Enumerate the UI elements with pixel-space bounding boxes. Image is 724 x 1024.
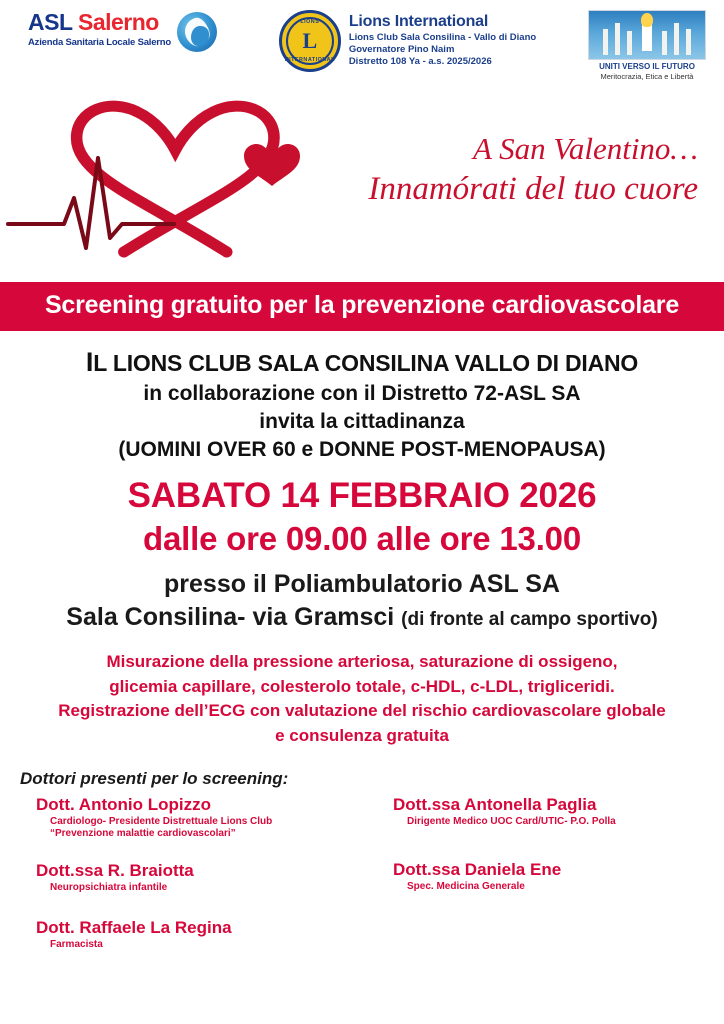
doctor-role bbox=[393, 816, 706, 829]
venue-line1: presso il Poliambulatorio ASL SA bbox=[164, 570, 560, 598]
flame-icon bbox=[641, 13, 653, 27]
screening-banner bbox=[0, 282, 724, 331]
doctor-entry bbox=[36, 918, 371, 952]
uniti-verso-il-futuro-logo bbox=[588, 10, 710, 81]
doctor-role-line1: Neuropsichiatra infantile bbox=[50, 881, 168, 893]
hero-section bbox=[0, 92, 724, 282]
doctor-role-line1: Farmacista bbox=[50, 939, 103, 951]
doctor-name: Dott. Antonio Lopizzo bbox=[36, 794, 211, 814]
doctor-entry bbox=[393, 860, 706, 894]
monument-column bbox=[627, 31, 632, 55]
asl-salerno-logo bbox=[14, 10, 217, 52]
lions-club-name: Lions Club Sala Consilina - Vallo di Diano bbox=[348, 32, 537, 43]
doctor-role bbox=[36, 816, 371, 841]
doctor-name: Dott.ssa Daniela Ene bbox=[393, 860, 562, 880]
doctor-role-line1: Cardiologo- Presidente Distrettuale Lions Club bbox=[50, 815, 273, 827]
doctors-column-left bbox=[36, 795, 371, 954]
doctor-role bbox=[393, 881, 706, 894]
monument-column bbox=[603, 29, 608, 55]
doctor-role-line1: Spec. Medicina Generale bbox=[407, 881, 525, 893]
services-line1: Misurazione della pressione arteriosa, saturazione di ossigeno, bbox=[106, 652, 618, 671]
poster-body bbox=[0, 331, 724, 749]
venue-line2 bbox=[18, 603, 706, 632]
monument-column bbox=[674, 23, 679, 55]
lions-title: Lions International bbox=[348, 13, 489, 30]
ecg-heart-graphic bbox=[4, 98, 394, 268]
invitation-line: invita la cittadinanza bbox=[259, 410, 465, 433]
venue-note: (di fronte al campo sportivo) bbox=[401, 609, 658, 630]
asl-logo-title bbox=[28, 10, 171, 34]
asl-swirl-icon bbox=[177, 12, 217, 52]
monument-column bbox=[662, 31, 667, 55]
doctor-role bbox=[36, 882, 371, 895]
doctors-grid bbox=[0, 795, 724, 954]
future-caption-sub: Meritocrazia, Etica e Libertà bbox=[600, 72, 694, 81]
lions-emblem-icon bbox=[279, 10, 341, 72]
lions-district: Distretto 108 Ya - a.s. 2025/2026 bbox=[348, 55, 492, 67]
doctor-name: Dott.ssa R. Braiotta bbox=[36, 860, 194, 880]
lions-emblem-bottom-word: INTERNATIONAL bbox=[284, 57, 335, 63]
services-list bbox=[18, 650, 706, 749]
asl-logo-text bbox=[28, 10, 171, 48]
hero-title-line1: A San Valentino… bbox=[472, 131, 698, 166]
doctor-entry bbox=[36, 861, 371, 895]
poster-header bbox=[0, 0, 724, 92]
doctor-role-line2: “Prevenzione malattie cardiovascolari” bbox=[50, 828, 236, 840]
doctor-entry bbox=[393, 795, 706, 829]
services-line3: Registrazione dell’ECG con valutazione del rischio cardiovascolare globale bbox=[58, 701, 666, 721]
torch-icon bbox=[642, 25, 652, 51]
organizer-line-initial: I bbox=[85, 347, 94, 377]
doctor-name: Dott. Raffaele La Regina bbox=[36, 918, 232, 938]
venue-address: Sala Consilina- via Gramsci bbox=[66, 603, 395, 631]
asl-logo-subtitle: Azienda Sanitaria Locale Salerno bbox=[28, 37, 172, 49]
services-line2: glicemia capillare, colesterolo totale, c-HDL, c-LDL, trigliceridi. bbox=[109, 676, 615, 696]
organizer-line bbox=[18, 347, 706, 378]
doctor-role bbox=[36, 939, 371, 952]
screening-banner-text: Screening gratuito per la prevenzione cardiovascolare bbox=[44, 291, 680, 319]
lions-logo-text bbox=[349, 10, 536, 68]
torch-monument-image bbox=[588, 10, 706, 60]
lions-international-logo bbox=[279, 10, 536, 72]
doctors-heading: Dottori presenti per lo screening: bbox=[20, 768, 289, 788]
doctors-column-right bbox=[371, 795, 706, 954]
future-caption-main: UNITI VERSO IL FUTURO bbox=[599, 62, 695, 71]
collaboration-line: in collaborazione con il Distretto 72-ASL SA bbox=[143, 382, 581, 405]
lions-governor: Governatore Pino Naim bbox=[348, 43, 455, 55]
asl-logo-title-accent: Salerno bbox=[77, 9, 159, 35]
monument-column bbox=[686, 29, 691, 55]
hero-title-line2: Innamórati del tuo cuore bbox=[368, 170, 698, 207]
doctor-entry bbox=[36, 795, 371, 841]
event-date: SABATO 14 FEBBRAIO 2026 bbox=[127, 476, 597, 515]
doctor-name: Dott.ssa Antonella Paglia bbox=[393, 794, 597, 814]
lions-emblem-top-word: LIONS bbox=[300, 19, 320, 25]
hero-title bbox=[368, 130, 698, 210]
services-line4: e consulenza gratuita bbox=[275, 725, 449, 745]
doctor-role-line1: Dirigente Medico UOC Card/UTIC- P.O. Polla bbox=[407, 815, 616, 827]
asl-logo-title-main: ASL bbox=[28, 9, 73, 35]
monument-column bbox=[615, 23, 620, 55]
heart-outline bbox=[77, 106, 274, 252]
lions-emblem-letter: L bbox=[302, 28, 318, 53]
event-time: dalle ore 09.00 alle ore 13.00 bbox=[143, 520, 581, 557]
target-audience-line: (UOMINI OVER 60 e DONNE POST-MENOPAUSA) bbox=[118, 438, 606, 461]
organizer-line-rest: L LIONS CLUB SALA CONSILINA VALLO DI DIANO bbox=[93, 350, 639, 376]
